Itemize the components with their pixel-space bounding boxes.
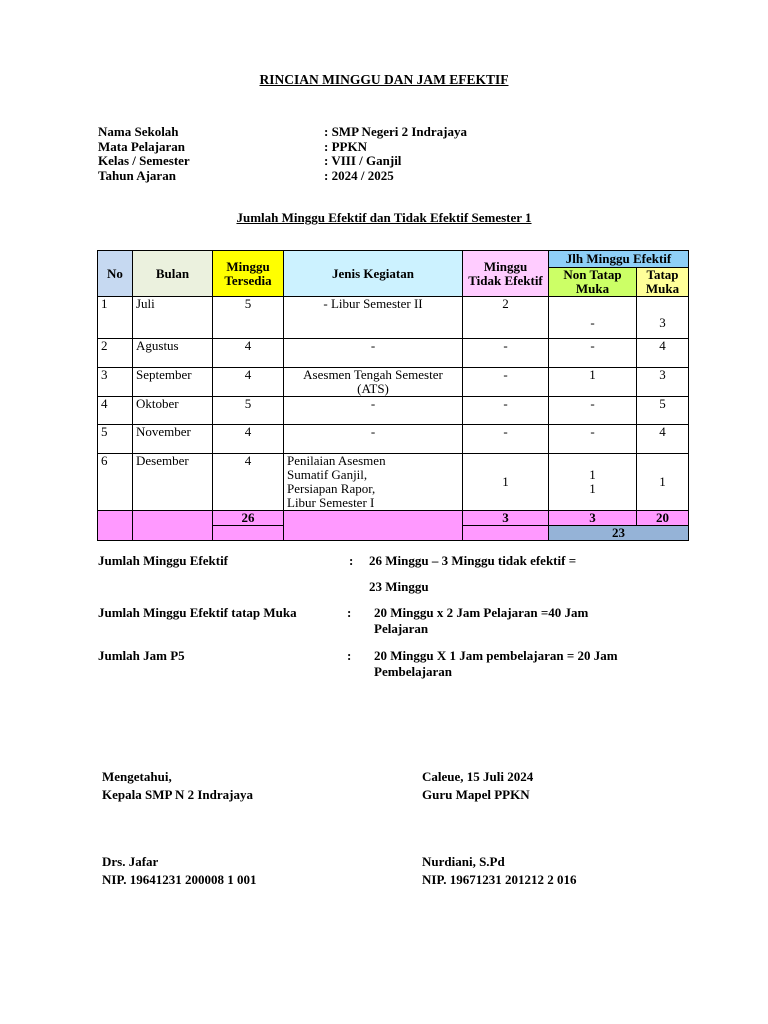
grand-total: 23 — [549, 526, 689, 541]
cell-bulan: September — [133, 368, 213, 397]
summary-colon: : — [347, 605, 352, 620]
total-cell — [133, 511, 213, 541]
cell-non-tatap: - — [549, 339, 637, 368]
total-tersedia: 26 — [213, 511, 284, 526]
cell-non-tatap: 1 — [549, 368, 637, 397]
cell-tersedia: 4 — [213, 425, 284, 454]
cell-tersedia: 5 — [213, 297, 284, 339]
cell-tidak-efektif: - — [463, 368, 549, 397]
info-value: : PPKN — [324, 138, 367, 154]
table-row — [98, 454, 689, 511]
cell-no: 6 — [98, 454, 133, 511]
summary-line: 23 Minggu — [369, 579, 429, 594]
school-info — [98, 125, 467, 183]
total-row — [98, 511, 689, 526]
header-tatap-muka: Tatap Muka — [637, 268, 689, 297]
cell-tidak-efektif: - — [463, 425, 549, 454]
cell-kegiatan: - — [284, 339, 463, 368]
info-row — [98, 154, 467, 169]
document-title: RINCIAN MINGGU DAN JAM EFEKTIF — [259, 72, 509, 87]
cell-no: 3 — [98, 368, 133, 397]
kegiatan-line: Libur Semester I — [287, 495, 375, 510]
cell-tidak-efektif: 1 — [463, 454, 549, 511]
signature-name: Drs. Jafar — [102, 854, 159, 869]
signature-date: Caleue, 15 Juli 2024 — [422, 769, 534, 784]
summary-line: Pembelajaran — [374, 664, 452, 679]
table-row — [98, 368, 689, 397]
info-label: Tahun Ajaran — [98, 167, 176, 183]
signature-right — [422, 768, 576, 888]
cell-tatap: 1 — [637, 454, 689, 511]
non-tatap-line: 1 — [589, 481, 596, 496]
summary-colon: : — [347, 648, 352, 663]
cell-no: 5 — [98, 425, 133, 454]
schedule-table — [97, 250, 689, 541]
signature-nip: NIP. 19641231 200008 1 001 — [102, 871, 257, 887]
signature-nip: NIP. 19671231 201212 2 016 — [422, 871, 577, 887]
cell-non-tatap — [549, 454, 637, 511]
table-subtitle: Jumlah Minggu Efektif dan Tidak Efektif Semester 1 — [236, 210, 532, 225]
header-jenis-kegiatan: Jenis Kegiatan — [284, 251, 463, 297]
cell-kegiatan: - — [284, 397, 463, 425]
cell-no: 4 — [98, 397, 133, 425]
info-value: : VIII / Ganjil — [324, 153, 402, 168]
info-value: : 2024 / 2025 — [324, 167, 394, 183]
cell-non-tatap: - — [549, 397, 637, 425]
header-jlh-minggu-efektif: Jlh Minggu Efektif — [549, 251, 689, 268]
cell-non-tatap: - — [549, 297, 637, 339]
info-label: Mata Pelajaran — [98, 138, 186, 154]
signature-line: Mengetahui, — [102, 769, 172, 784]
cell-tidak-efektif: - — [463, 339, 549, 368]
info-row — [98, 125, 467, 140]
cell-tersedia: 4 — [213, 339, 284, 368]
signature-role: Kepala SMP N 2 Indrajaya — [102, 786, 253, 802]
cell-no: 2 — [98, 339, 133, 368]
header-no: No — [98, 251, 133, 297]
cell-bulan: Agustus — [133, 339, 213, 368]
table-row — [98, 397, 689, 425]
cell-tersedia: 5 — [213, 397, 284, 425]
summary-colon: : — [349, 553, 354, 568]
summary-label: Jumlah Jam P5 — [98, 648, 185, 663]
summary-label: Jumlah Minggu Efektif tatap Muka — [98, 605, 297, 620]
cell-tatap: 4 — [637, 339, 689, 368]
table-row — [98, 425, 689, 454]
total-cell — [98, 511, 133, 541]
summary-label: Jumlah Minggu Efektif — [98, 553, 229, 568]
cell-tatap: 3 — [637, 297, 689, 339]
signature-left — [102, 768, 256, 888]
cell-bulan: Juli — [133, 297, 213, 339]
cell-non-tatap: - — [549, 425, 637, 454]
header-minggu-tidak-efektif: Minggu Tidak Efektif — [463, 251, 549, 297]
header-row — [98, 251, 689, 268]
kegiatan-line: Sumatif Ganjil, — [287, 467, 368, 482]
cell-tersedia: 4 — [213, 454, 284, 511]
info-row — [98, 140, 467, 155]
cell-no: 1 — [98, 297, 133, 339]
cell-tidak-efektif: 2 — [463, 297, 549, 339]
cell-tersedia: 4 — [213, 368, 284, 397]
header-non-tatap-muka: Non Tatap Muka — [549, 268, 637, 297]
cell-tatap: 3 — [637, 368, 689, 397]
header-minggu-tersedia: Minggu Tersedia — [213, 251, 284, 297]
kegiatan-line: Penilaian Asesmen — [287, 453, 386, 468]
total-non-tatap: 3 — [549, 511, 637, 526]
signature-role: Guru Mapel PPKN — [422, 786, 530, 802]
total-cell — [463, 526, 549, 541]
cell-tatap: 5 — [637, 397, 689, 425]
summary-line: 26 Minggu – 3 Minggu tidak efektif = — [369, 553, 577, 568]
info-label: Kelas / Semester — [98, 153, 190, 168]
cell-tatap: 4 — [637, 425, 689, 454]
cell-bulan: November — [133, 425, 213, 454]
total-cell — [213, 526, 284, 541]
cell-tidak-efektif: - — [463, 397, 549, 425]
info-label: Nama Sekolah — [98, 124, 179, 139]
cell-kegiatan: - Libur Semester II — [284, 297, 463, 339]
table-row — [98, 339, 689, 368]
kegiatan-line: Persiapan Rapor, — [287, 481, 376, 496]
summary-line: Pelajaran — [374, 621, 429, 636]
total-cell — [284, 511, 463, 541]
cell-kegiatan: - — [284, 425, 463, 454]
table-row — [98, 297, 689, 339]
info-row — [98, 169, 467, 184]
total-tatap: 20 — [637, 511, 689, 526]
total-tidak-efektif: 3 — [463, 511, 549, 526]
signature-name: Nurdiani, S.Pd — [422, 854, 505, 869]
summary-line: 20 Minggu X 1 Jam pembelajaran = 20 Jam — [374, 648, 618, 663]
header-bulan: Bulan — [133, 251, 213, 297]
non-tatap-line: 1 — [589, 467, 596, 482]
cell-kegiatan — [284, 454, 463, 511]
cell-kegiatan: Asesmen Tengah Semester (ATS) — [284, 368, 463, 397]
cell-bulan: Oktober — [133, 397, 213, 425]
cell-bulan: Desember — [133, 454, 213, 511]
summary-line: 20 Minggu x 2 Jam Pelajaran =40 Jam — [374, 605, 589, 620]
info-value: : SMP Negeri 2 Indrajaya — [324, 124, 467, 139]
